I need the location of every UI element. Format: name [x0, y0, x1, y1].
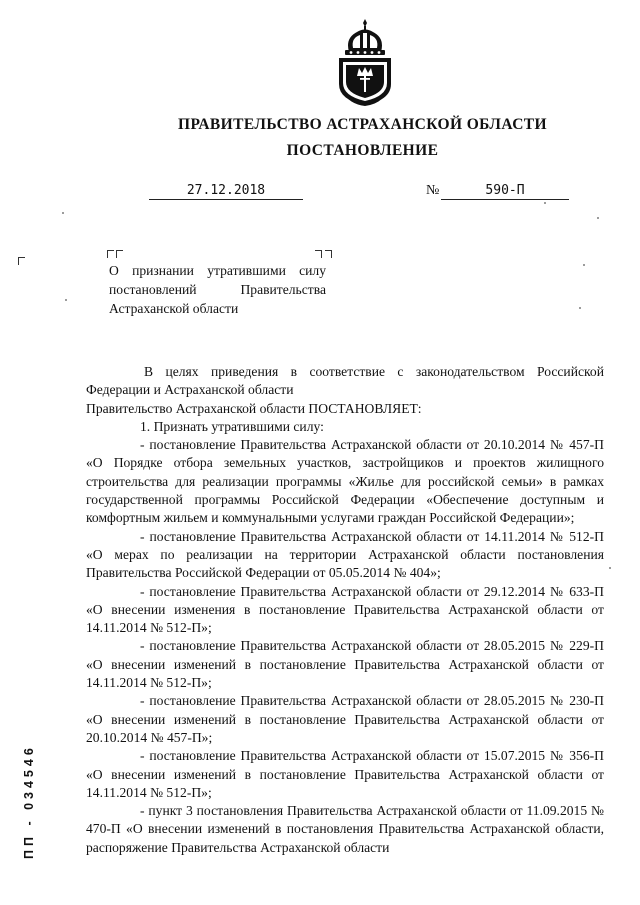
document-number: 590-П [441, 183, 569, 200]
form-serial-number: ПП - 034546 [22, 744, 36, 859]
repealed-act-paragraph: - постановление Правительства Астраханской области от 20.10.2014 № 457-П «О Порядке отбора земельных участков, застройщиков и проектов жилищного строительства для реализации программы «Жилье для российской семьи» в рамках государственной программы Российской Федерации «Обеспечение доступным и комфортным жильем и коммунальными услугами граждан Российской Федерации»; [86, 437, 604, 526]
item-heading: 1. Признать утратившими силу: [140, 418, 324, 434]
repealed-act-paragraph: - постановление Правительства Астраханской области от 14.11.2014 № 512-П «О мерах по реализации на территории Астраханской области постановления Правительства Российской Федерации от 05.05.2014 № 404»; [86, 528, 604, 581]
document-type-title: ПОСТАНОВЛЕНИЕ [286, 142, 439, 159]
decree-line: Правительство Астраханской области ПОСТАНОВЛЯЕТ: [86, 400, 422, 416]
government-title: ПРАВИТЕЛЬСТВО АСТРАХАНСКОЙ ОБЛАСТИ [177, 116, 547, 133]
subject-line: О признании утратившими силу [109, 263, 326, 278]
repealed-act-paragraph: - постановление Правительства Астраханской области от 28.05.2015 № 230-П «О внесении изменений в постановление Правительства Астраханской области от 20.10.2014 № 457-П»; [86, 693, 604, 745]
repealed-act-paragraph: - постановление Правительства Астраханской области от 29.12.2014 № 633-П «О внесении изменения в постановление Правительства Астраханской области от 14.11.2014 № 512-П»; [86, 583, 604, 636]
repealed-act-paragraph: - постановление Правительства Астраханской области от 28.05.2015 № 229-П «О внесении изменений в постановление Правительства Астраханской области от 14.11.2014 № 512-П»; [86, 638, 604, 691]
repealed-act-paragraph: - постановление Правительства Астраханской области от 15.07.2015 № 356-П «О внесении изменений в постановление Правительства Астраханской области от 14.11.2014 № 512-П»; [86, 748, 604, 800]
subject-line: Астраханской области [109, 301, 239, 316]
number-sign: № [426, 183, 440, 198]
preamble-paragraph: В целях приведения в соответствие с законодательством Российской Федерации и Астраханской области [86, 364, 604, 398]
document-date: 27.12.2018 [149, 183, 303, 200]
subject-line: постановлений Правительства [109, 282, 326, 297]
repealed-act-paragraph: - пункт 3 постановления Правительства Астраханской области от 11.09.2015 № 470-П «О внесении изменений в постановления Правительства Астраханской области, распоряжение Правительства Астраханской области [86, 803, 604, 855]
